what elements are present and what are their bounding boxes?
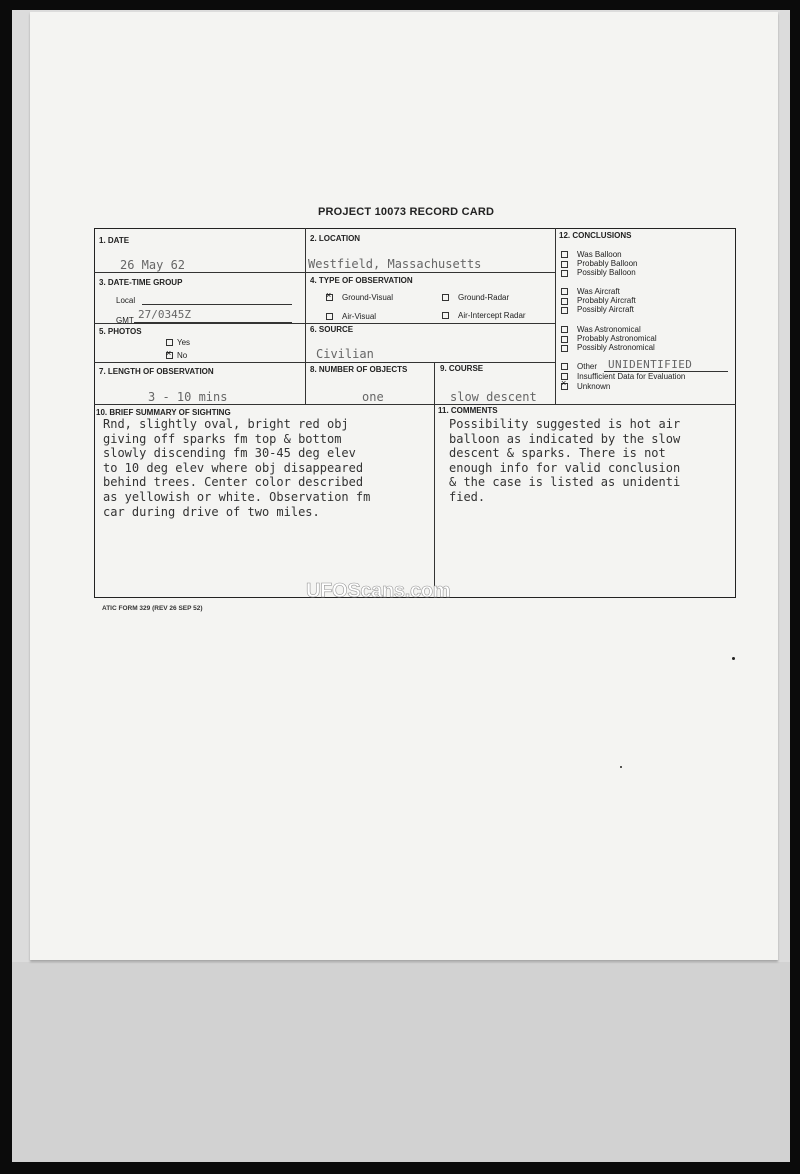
gmt-line [134,322,292,323]
checkbox-icon [442,312,449,319]
card-title: PROJECT 10073 RECORD CARD [318,206,495,218]
checkbox-icon [561,288,568,295]
summary-label: 10. BRIEF SUMMARY OF SIGHTING [96,408,231,417]
date-label: 1. DATE [99,236,130,245]
dust-speck [732,657,735,660]
conclusions-label: 12. CONCLUSIONS [559,231,632,240]
length-label: 7. LENGTH OF OBSERVATION [99,367,214,376]
checkbox-icon [561,261,568,268]
checkbox-icon [561,345,568,352]
option-ground-radar: Ground-Radar [442,293,509,302]
dust-speck [620,766,622,768]
conclusion-option: Possibly Aircraft [561,305,636,314]
form-number: ATIC FORM 329 (REV 26 SEP 52) [102,605,203,612]
checkbox-icon [166,339,173,346]
location-label: 2. LOCATION [310,234,361,243]
grid-line [94,404,736,405]
conclusion-insufficient: Insufficient Data for Evaluation [561,372,685,381]
checkbox-icon [561,251,568,258]
summary-text: Rnd, slightly oval, bright red obj giving off sparks fm top & bottom slowly discending fm 30-45 deg elev to 10 deg elev where obj disappeared behind trees. Center color described as yellowish or white. Observation fm car during drive of two miles. [103,417,371,519]
option-air-visual: Air-Visual [326,312,376,321]
conclusion-option: Possibly Astronomical [561,343,657,352]
conclusion-option: Probably Astronomical [561,334,657,343]
source-value: Civilian [316,347,374,361]
length-value: 3 - 10 mins [148,390,228,404]
location-value: Westfield, Massachusetts [308,257,482,271]
source-label: 6. SOURCE [310,325,354,334]
conclusion-option: Was Aircraft [561,287,636,296]
photos-label: 5. PHOTOS [99,327,142,336]
type-obs-label: 4. TYPE OF OBSERVATION [310,276,413,285]
checkbox-icon [442,294,449,301]
grid-line [555,228,556,404]
conclusion-option: Was Astronomical [561,325,657,334]
gmt-value: 27/0345Z [138,308,191,321]
grid-line [94,362,555,363]
num-objects-label: 8. NUMBER OF OBJECTS [310,365,408,374]
date-value: 26 May 62 [120,258,186,272]
grid-line [305,228,306,404]
course-value: slow descent [450,390,537,404]
comments-text: Possibility suggested is hot air balloon as indicated by the slow descent & sparks. There is not enough info for valid conclusion & the case is listed as unidenti fied. [449,417,681,504]
checkbox-icon [561,383,568,390]
conclusion-option: Probably Balloon [561,259,637,268]
checkbox-icon [561,363,568,370]
conclusion-unknown: ×Unknown [561,382,610,391]
comments-label: 11. COMMENTS [438,406,498,415]
conclusion-option: Probably Aircraft [561,296,636,305]
dtg-label: 3. DATE-TIME GROUP [99,278,183,287]
conclusion-option: Was Balloon [561,250,637,259]
checkbox-icon [561,298,568,305]
grid-line [94,272,555,273]
grid-line [94,323,555,324]
conclusions-astronomical-group [561,325,657,353]
option-air-intercept-radar: Air-Intercept Radar [442,311,526,320]
underlying-sheet [12,962,790,1162]
conclusions-balloon-group [561,250,637,278]
checkbox-icon [561,270,568,277]
checkbox-icon [326,294,333,301]
gmt-label: GMT [116,316,134,325]
course-label: 9. COURSE [440,364,484,373]
conclusions-aircraft-group [561,287,636,315]
checkbox-icon [326,313,333,320]
checkbox-icon [561,336,568,343]
local-label: Local [116,296,136,305]
checkbox-icon [166,352,173,359]
num-objects-value: one [362,390,384,404]
grid-line [434,362,435,598]
checkbox-icon [561,307,568,314]
option-photos-yes: Yes [166,338,190,347]
other-value: UNIDENTIFIED [608,358,693,371]
checkbox-icon [561,326,568,333]
option-photos-no: ×No [166,351,187,360]
watermark: UFOScans.com [306,580,451,602]
option-ground-visual: ×Ground-Visual [326,293,393,302]
conclusion-option: Possibly Balloon [561,268,637,277]
local-line [142,304,292,305]
conclusion-other: Other [561,362,597,371]
